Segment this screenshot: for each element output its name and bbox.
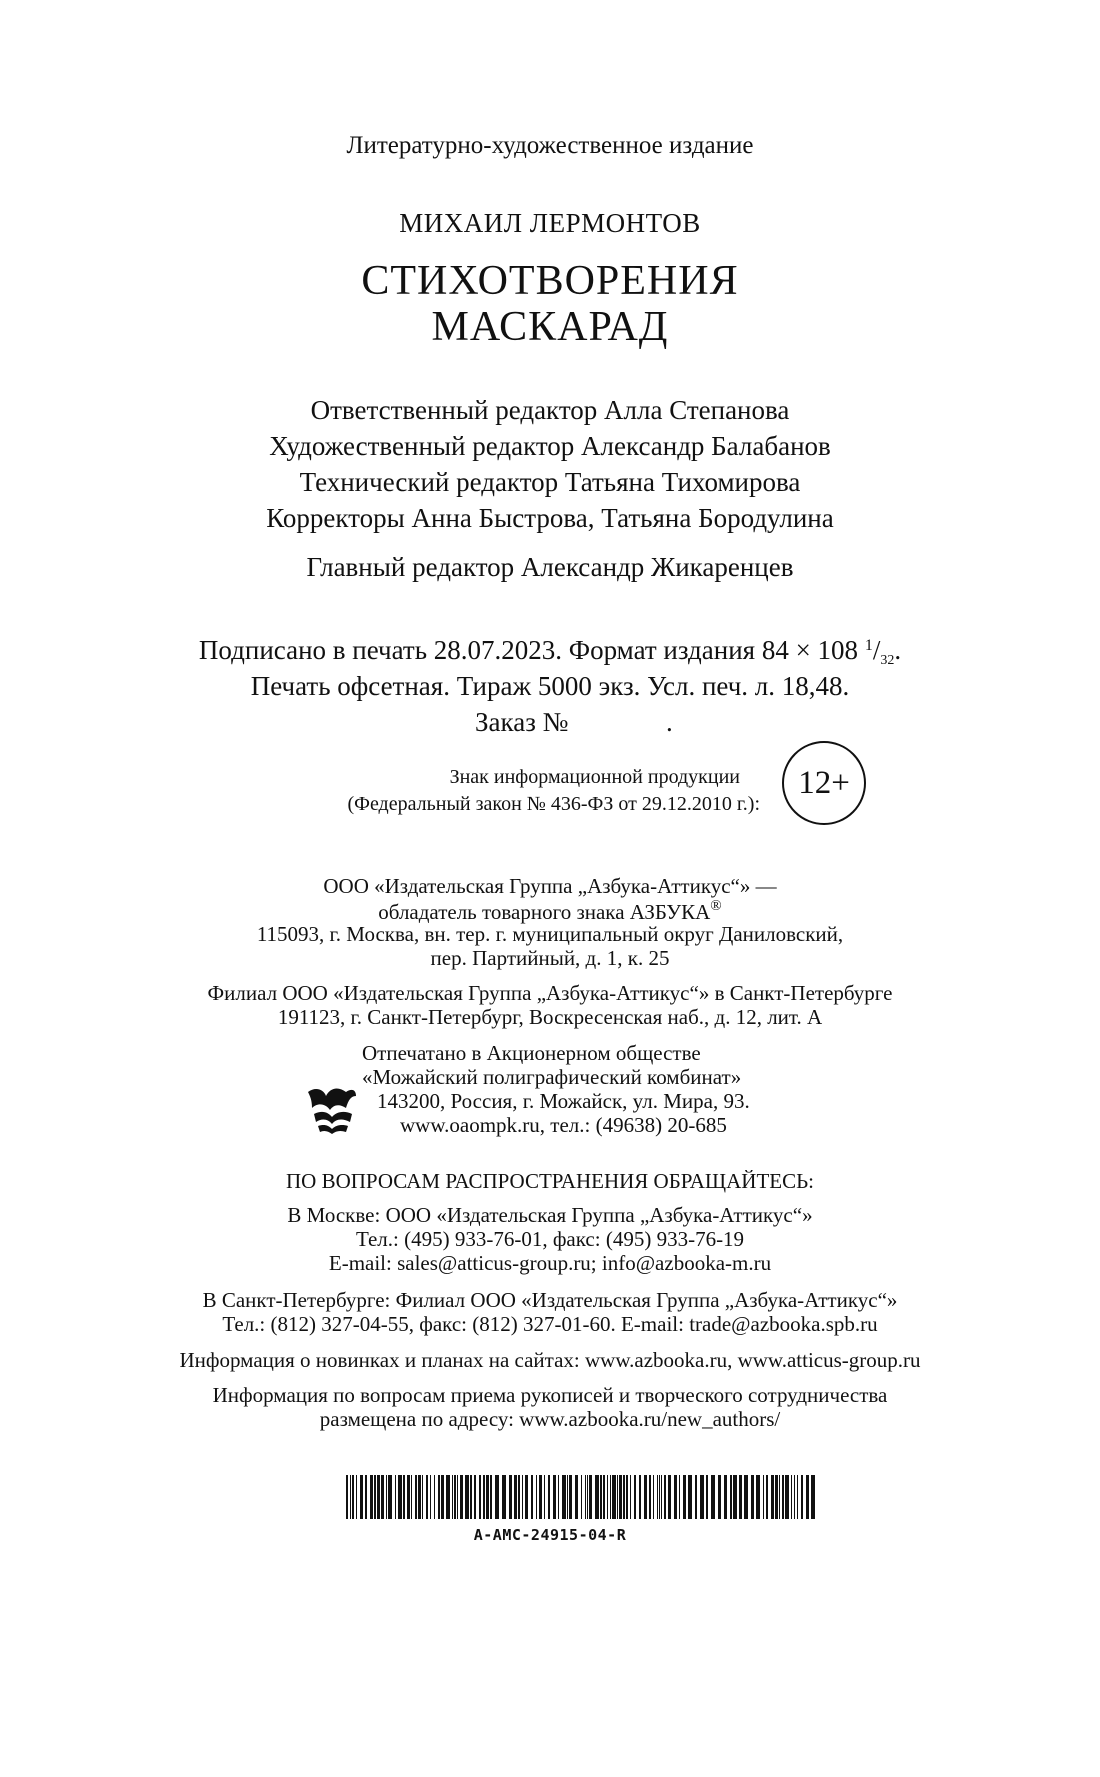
- barcode-bar: [434, 1475, 435, 1519]
- age-sign-line2: (Федеральный закон № 436-ФЗ от 29.12.2010 г.):: [347, 793, 760, 815]
- barcode-bar: [634, 1475, 636, 1519]
- barcode-bar: [668, 1475, 671, 1519]
- barcode-bar: [346, 1475, 348, 1519]
- barcode-bar: [794, 1475, 795, 1519]
- moscow-line2: Тел.: (495) 933-76-01, факс: (495) 933-76-19: [355, 1227, 745, 1251]
- barcode-bar: [659, 1475, 660, 1519]
- barcode-bar: [548, 1475, 550, 1519]
- barcode-bar: [603, 1475, 605, 1519]
- barcode-bar: [739, 1475, 742, 1519]
- barcode-bar: [581, 1475, 582, 1519]
- printer-line2: «Можайский полиграфический комбинат»: [362, 1065, 742, 1089]
- barcode-bar: [352, 1475, 354, 1519]
- chief-editor-credit: Главный редактор Александр Жикаренцев: [306, 552, 794, 582]
- barcode-bar: [567, 1475, 568, 1519]
- barcode-bar: [386, 1475, 387, 1519]
- format-slash: /: [872, 635, 881, 665]
- barcode-bar: [661, 1475, 662, 1519]
- publisher-trademark-text: обладатель товарного знака АЗБУКА: [378, 900, 711, 924]
- barcode-bar: [374, 1475, 376, 1519]
- barcode-bar: [644, 1475, 647, 1519]
- barcode-bar: [782, 1475, 784, 1519]
- spb-line1: В Санкт-Петербурге: Филиал ООО «Издательская Группа „Азбука-Аттикус“»: [202, 1288, 898, 1312]
- barcode-bar: [562, 1475, 566, 1519]
- barcode-bar: [350, 1475, 351, 1519]
- barcode-bar: [452, 1475, 453, 1519]
- barcode-bar: [411, 1475, 412, 1519]
- barcode-bar: [486, 1475, 489, 1519]
- moscow-line1: В Москве: ООО «Издательская Группа „Азбука-Аттикус“»: [287, 1203, 813, 1227]
- book-title-line2: МАСКАРАД: [431, 304, 669, 350]
- barcode-bar: [465, 1475, 469, 1519]
- barcode-bar: [733, 1475, 737, 1519]
- barcode-bar: [589, 1475, 592, 1519]
- barcode-bar: [365, 1475, 367, 1519]
- barcode-bar: [617, 1475, 618, 1519]
- distribution-heading: ПО ВОПРОСАМ РАСПРОСТРАНЕНИЯ ОБРАЩАЙТЕСЬ:: [286, 1169, 814, 1193]
- format-end: .: [894, 635, 902, 665]
- barcode-bar: [771, 1475, 774, 1519]
- barcode-bar: [664, 1475, 666, 1519]
- barcode-bar: [403, 1475, 405, 1519]
- barcode-bar: [607, 1475, 608, 1519]
- barcode-bar: [626, 1475, 628, 1519]
- barcode-bar: [711, 1475, 715, 1519]
- printer-line1: Отпечатано в Акционерном обществе: [362, 1041, 701, 1065]
- signed-line: [0, 635, 1100, 666]
- barcode-bar: [426, 1475, 428, 1519]
- barcode-bar: [649, 1475, 651, 1519]
- printer-line3: 143200, Россия, г. Можайск, ул. Мира, 93.: [377, 1089, 750, 1113]
- author-name: МИХАИЛ ЛЕРМОНТОВ: [399, 208, 701, 238]
- barcode-bar: [457, 1475, 458, 1519]
- barcode-bar: [370, 1475, 373, 1519]
- barcode-bar: [553, 1475, 556, 1519]
- barcode-bar: [377, 1475, 380, 1519]
- barcode-bar: [509, 1475, 512, 1519]
- barcode-bar: [483, 1475, 485, 1519]
- barcode-bar: [525, 1475, 528, 1519]
- moscow-line3: E-mail: sales@atticus-group.ru; info@azbooka-m.ru: [328, 1251, 772, 1275]
- barcode-bar: [674, 1475, 677, 1519]
- barcode-bar: [595, 1475, 599, 1519]
- barcode-bar: [395, 1475, 396, 1519]
- publisher-line3: 115093, г. Москва, вн. тер. г. муниципальный округ Даниловский,: [256, 922, 844, 946]
- branch-line2: 191123, г. Санкт-Петербург, Воскресенская наб., д. 12, лит. А: [277, 1005, 823, 1029]
- barcode-bar: [679, 1475, 680, 1519]
- print-line: Печать офсетная. Тираж 5000 экз. Усл. печ. л. 18,48.: [250, 671, 850, 701]
- proofreaders-credit: Корректоры Анна Быстрова, Татьяна Бородулина: [266, 503, 834, 533]
- barcode-bar: [639, 1475, 641, 1519]
- barcode-bar: [630, 1475, 631, 1519]
- publisher-line2: [0, 898, 1100, 925]
- barcode-bar: [388, 1475, 392, 1519]
- barcode-bar: [438, 1475, 440, 1519]
- barcode-bar: [381, 1475, 384, 1519]
- barcode-bar: [801, 1475, 803, 1519]
- book-title-line1: СТИХОТВОРЕНИЯ: [361, 258, 739, 304]
- editor-credit: Ответственный редактор Алла Степанова: [310, 395, 790, 425]
- barcode-bar: [763, 1475, 764, 1519]
- barcode-bar: [398, 1475, 402, 1519]
- barcode-bar: [695, 1475, 697, 1519]
- barcode-bar: [490, 1475, 492, 1519]
- publisher-line1: ООО «Издательская Группа „Азбука-Аттикус“» —: [323, 874, 777, 898]
- barcode-bar: [600, 1475, 602, 1519]
- barcode-bar: [688, 1475, 692, 1519]
- barcode-bar: [407, 1475, 410, 1519]
- barcode-bar: [495, 1475, 499, 1519]
- barcode-bar: [454, 1475, 456, 1519]
- format-denominator: 32: [880, 653, 895, 668]
- barcode-icon: [346, 1475, 820, 1519]
- format-numerator: 1: [864, 637, 873, 654]
- age-rating-badge: [782, 741, 866, 825]
- barcode-bar: [441, 1475, 444, 1519]
- age-rating-text: 12+: [798, 764, 850, 801]
- barcode-bar: [422, 1475, 423, 1519]
- barcode-bar: [806, 1475, 809, 1519]
- barcode-bar: [587, 1475, 588, 1519]
- barcode-bar: [751, 1475, 754, 1519]
- barcode-caption: A-AMC-24915-04-R: [473, 1526, 627, 1544]
- manuscripts-line1: Информация по вопросам приема рукописей и творческого сотрудничества: [212, 1383, 888, 1407]
- barcode-bar: [418, 1475, 421, 1519]
- barcode-bar: [700, 1475, 704, 1519]
- barcode-bar: [356, 1475, 357, 1519]
- barcode-bar: [619, 1475, 622, 1519]
- age-sign-line1: Знак информационной продукции: [449, 766, 740, 788]
- registered-mark: ®: [710, 898, 722, 914]
- barcode-bar: [724, 1475, 727, 1519]
- barcode-bar: [811, 1475, 815, 1519]
- barcode-bar: [775, 1475, 778, 1519]
- barcode-bar: [531, 1475, 533, 1519]
- barcode-bar: [730, 1475, 732, 1519]
- barcode-bar: [756, 1475, 760, 1519]
- order-end: .: [666, 707, 673, 737]
- barcode-bar: [612, 1475, 616, 1519]
- barcode-bar: [360, 1475, 363, 1519]
- art-editor-credit: Художественный редактор Александр Балабанов: [269, 431, 831, 461]
- barcode-bar: [657, 1475, 658, 1519]
- barcode-bar: [744, 1475, 748, 1519]
- barcode-bar: [415, 1475, 417, 1519]
- barcode-bar: [539, 1475, 542, 1519]
- barcode-bar: [514, 1475, 517, 1519]
- spb-line2: Тел.: (812) 327-04-55, факс: (812) 327-01-60. E-mail: trade@azbooka.spb.ru: [222, 1312, 878, 1336]
- barcode-bar: [460, 1475, 463, 1519]
- barcode-bar: [718, 1475, 721, 1519]
- branch-line1: Филиал ООО «Издательская Группа „Азбука-Аттикус“» в Санкт-Петербурге: [207, 981, 893, 1005]
- barcode-bar: [569, 1475, 572, 1519]
- genre-line: Литературно-художественное издание: [346, 132, 754, 159]
- order-label: Заказ №: [475, 707, 569, 737]
- barcode-bar: [683, 1475, 686, 1519]
- barcode-bar: [479, 1475, 481, 1519]
- tech-editor-credit: Технический редактор Татьяна Тихомирова: [299, 467, 801, 497]
- barcode-bar: [610, 1475, 611, 1519]
- barcode-bar: [791, 1475, 792, 1519]
- barcode-bar: [536, 1475, 537, 1519]
- barcode-bar: [446, 1475, 450, 1519]
- barcode-bar: [585, 1475, 586, 1519]
- barcode-bar: [518, 1475, 520, 1519]
- manuscripts-line2: размещена по адресу: www.azbooka.ru/new_authors/: [319, 1407, 781, 1431]
- barcode-bar: [706, 1475, 708, 1519]
- barcode-bar: [474, 1475, 476, 1519]
- barcode-bar: [544, 1475, 545, 1519]
- barcode-bar: [623, 1475, 625, 1519]
- publisher-line4: пер. Партийный, д. 1, к. 25: [430, 946, 670, 970]
- barcode-bar: [558, 1475, 559, 1519]
- barcode-bar: [470, 1475, 472, 1519]
- barcode-bar: [653, 1475, 654, 1519]
- barcode-bar: [522, 1475, 523, 1519]
- barcode-bar: [779, 1475, 780, 1519]
- sites-line: Информация о новинках и планах на сайтах: www.azbooka.ru, www.atticus-group.ru: [179, 1348, 921, 1372]
- barcode-bar: [502, 1475, 506, 1519]
- printer-line4: www.oaompk.ru, тел.: (49638) 20-685: [400, 1113, 727, 1137]
- barcode-bar: [766, 1475, 768, 1519]
- printer-crown-logo-icon: [306, 1084, 358, 1136]
- barcode-bar: [575, 1475, 578, 1519]
- barcode-bar: [785, 1475, 789, 1519]
- barcode-bar: [430, 1475, 431, 1519]
- signed-text: Подписано в печать 28.07.2023. Формат издания 84 × 108: [198, 635, 865, 665]
- barcode-bar: [797, 1475, 798, 1519]
